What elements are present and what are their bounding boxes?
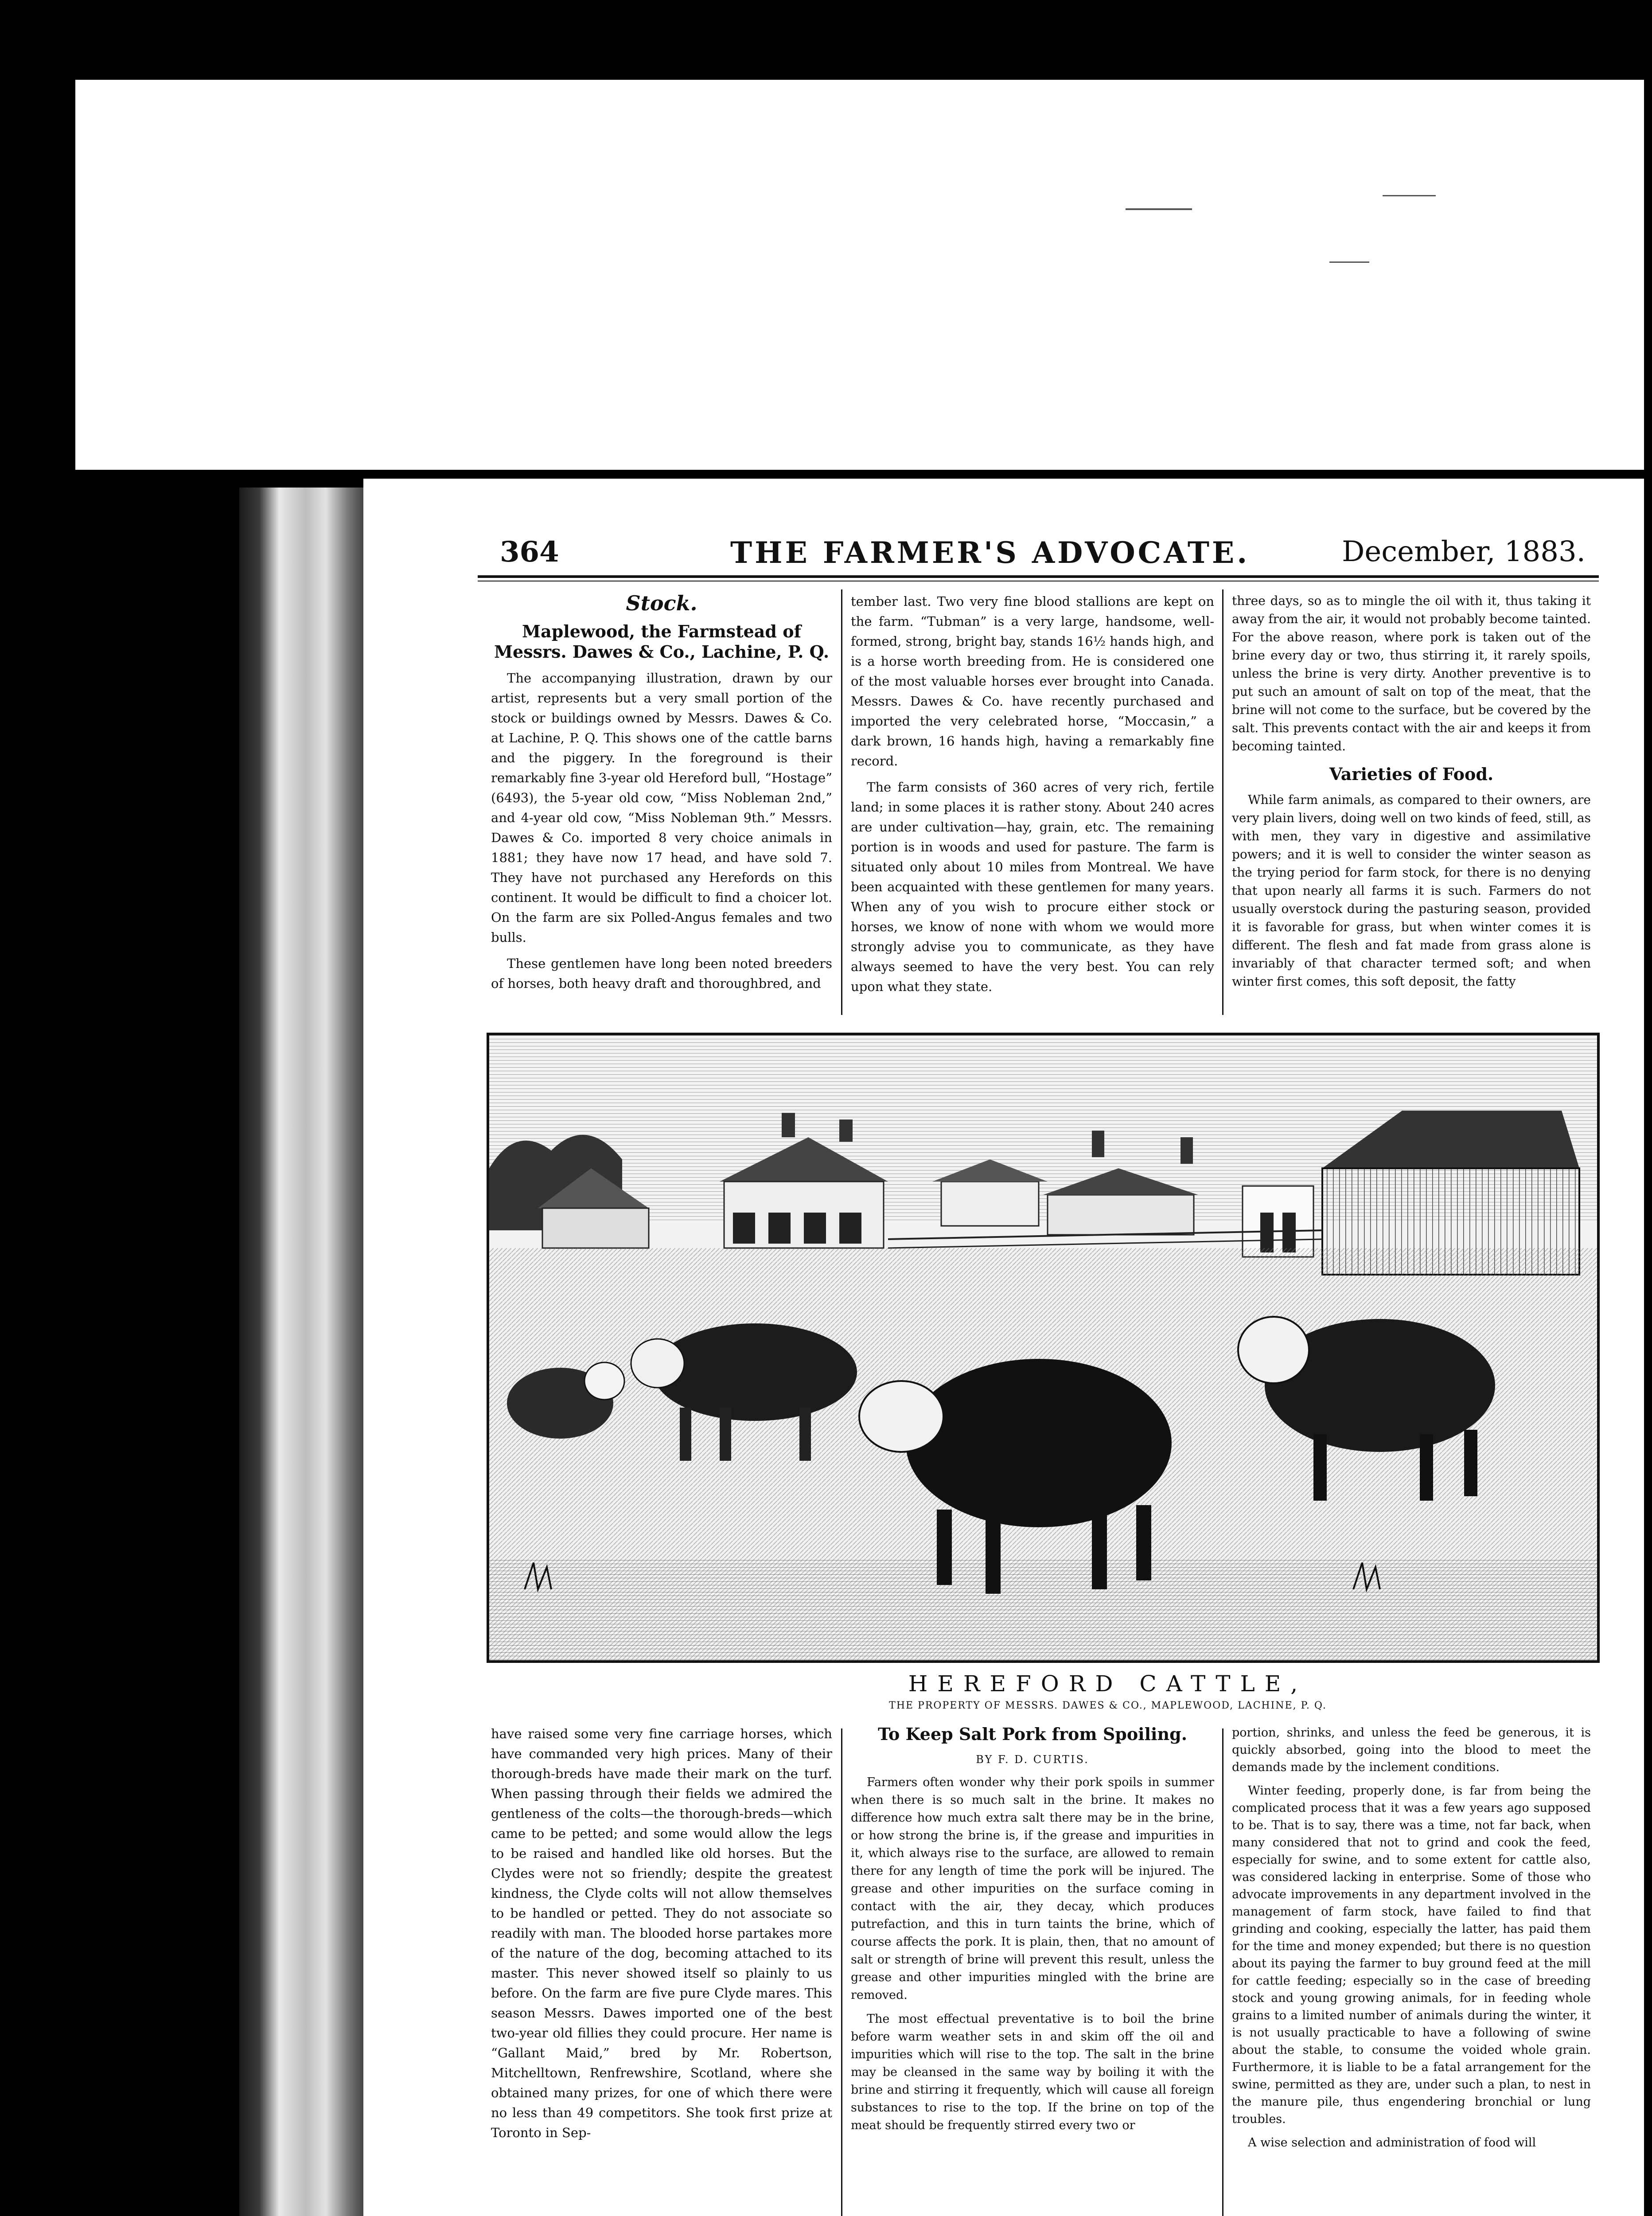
column-2	[851, 592, 1214, 1003]
column-rule	[841, 1728, 842, 2216]
issue-date: December, 1883.	[1342, 535, 1586, 568]
hereford-cattle-engraving	[487, 1033, 1600, 1663]
paragraph: portion, shrinks, and unless the feed be generous, it is quickly absorbed, going into the blood to meet the demands made by the inclement conditions.	[1232, 1726, 1591, 1774]
page-header	[500, 535, 1586, 570]
paragraph: three days, so as to mingle the oil with it, thus taking it away from the air, it would not probably become tainted. For the above reason, where pork is taken out of the brine every day or two, thus stirring it, it rarely spoils, unless the brine is very dirty. Another preventive is to put such an amount of salt on top of the meat, that the brine will not come to the surface, but be covered by the salt. This prevents contact with the air and keeps it from becoming tainted.	[1232, 593, 1591, 753]
paragraph: The accompanying illustration, drawn by our artist, represents but a very small portion of the stock or buildings owned by Messrs. Dawes & Co. at Lachine, P. Q. This shows one of the cattle barns and the piggery. In the foreground is their remarkably fine 3-year old Hereford bull, “Hostage” (6493), the 5-year old cow, “Miss Nobleman 2nd,” and 4-year old cow, “Miss Nobleman 9th.” Messrs. Dawes & Co. imported 8 very choice animals in 1881; they have now 17 head, and have sold 7. They have not purchased any Herefords on this continent. It would be difficult to find a choicer lot. On the farm are six Polled-Angus females and two bulls.	[491, 671, 832, 945]
paragraph: tember last. Two very fine blood stallions are kept on the farm. “Tubman” is a very large, handsome, well-formed, strong, bright bay, stands 16½ hands high, and is a horse worth breeding from. He is considered one of the most valuable horses ever brought into Canada. Messrs. Dawes & Co. have recently purchased and imported the very celebrated horse, “Moccasin,” a dark brown, 16 hands high, having a remarkably fine record.	[851, 594, 1214, 769]
paragraph: Farmers often wonder why their pork spoils in summer when there is so much salt in the brine. It makes no difference how much extra salt there may be in the brine, or how strong the brine is, if the grease and impurities in it, which always rise to the surface, are allowed to remain there for any length of time the pork will be injured. The grease and other impurities on the surface coming in contact with the air, they decay, which produces putrefaction, and this in turn taints the brine, which of course affects the pork. It is plain, then, that no amount of salt or strength of brine will prevent this result, unless the grease and other impurities mingled with the brine are removed.	[851, 1775, 1214, 2002]
byline: BY F. D. CURTIS.	[976, 1753, 1089, 1766]
column-rule	[841, 589, 842, 1015]
paragraph: The most effectual preventative is to boil the brine before warm weather sets in and skim off the oil and impurities which will rise to the top. The salt in the brine may be cleansed in the same way by boiling it with the brine and stirring it frequently, which will cause all foreign substances to rise to the top. If the brine on top of the meat should be frequently stirred every two or	[851, 2012, 1214, 2132]
paragraph: Winter feeding, properly done, is far from being the complicated process that it was a few years ago supposed to be. That is to say, there was a time, not far back, when many considered that not to grind and cook the feed, especially for swine, and to some extent for cattle also, was considered lacking in enterprise. Some of those who advocate improvements in any department involved in the management of farm stock, have failed to find that grinding and cooking, especially the latter, has paid them for the time and money expended; but there is no question about its paying the farmer to buy ground feed at the mill for cattle feeding; especially so in the case of breeding stock and young growing animals, for in feeding whole grains to a limited number of animals during the winter, it is not usually practicable to have a following of swine about the stable, to consume the voided whole grain. Furthermore, it is liable to be a fatal arrangement for the swine, permitted as they are, under such a plan, to nest in the manure pile, thus engendering bronchial or lung troubles.	[1232, 1784, 1591, 2126]
article-title: Maplewood, the Farmstead of Messrs. Dawes & Co., Lachine, P. Q.	[494, 621, 830, 662]
caption-title: HEREFORD CATTLE,	[908, 1671, 1308, 1697]
article-title: Varieties of Food.	[1329, 764, 1494, 784]
column-rule	[1222, 589, 1223, 1015]
illustration-caption	[620, 1671, 1595, 1711]
column-5	[851, 1724, 1214, 2141]
page-mark	[1126, 208, 1192, 210]
page-number: 364	[500, 535, 559, 569]
caption-subtitle: THE PROPERTY OF MESSRS. DAWES & CO., MAPLEWOOD, LACHINE, P. Q.	[889, 1700, 1327, 1711]
column-6	[1232, 1724, 1591, 2157]
paragraph: These gentlemen have long been noted breeders of horses, both heavy draft and thoroughbred, and	[491, 956, 832, 991]
engraving-image	[489, 1035, 1597, 1660]
column-3	[1232, 592, 1591, 997]
book-page-edges	[239, 488, 372, 2216]
paragraph: The farm consists of 360 acres of very rich, fertile land; in some places it is rather stony. About 240 acres are under cultivation—hay, grain, etc. The remaining portion is in woods and used for pasture. The farm is situated only about 10 miles from Montreal. We have been acquainted with these gentlemen for many years. When any of you wish to procure either stock or horses, we know of none with whom we would more strongly advise you to communicate, as they have always seemed to have the very best. You can rely upon what they state.	[851, 780, 1214, 994]
section-heading: Stock.	[626, 591, 697, 615]
article-title: To Keep Salt Pork from Spoiling.	[878, 1724, 1187, 1744]
paragraph: While farm animals, as compared to their owners, are very plain livers, doing well on two kinds of feed, still, as with men, they vary in digestive and assimilative powers; and it is well to consider the winter season as the trying period for farm stock, for there is no denying that upon nearly all farms it is such. Farmers do not usually overstock during the pasturing season, provided it is favorable for grass, but when winter comes it is different. The flesh and fat made from grass alone is invariably of that character termed soft; and when winter first comes, this soft deposit, the fatty	[1232, 792, 1591, 989]
column-rule	[1222, 1728, 1223, 2216]
header-rule	[478, 575, 1599, 578]
masthead-title: THE FARMER'S ADVOCATE.	[730, 535, 1250, 570]
column-1	[491, 592, 832, 1000]
paragraph: A wise selection and administration of food will	[1248, 2136, 1536, 2150]
page-mark	[1383, 195, 1436, 196]
paragraph: have raised some very fine carriage horses, which have commanded very high prices. Many of their thorough-breds have made their mark on the turf. When passing through their fields we admired the gentleness of the colts—the thorough-breds—which came to be petted; and some would allow the legs to be raised and handled like old horses. But the Clydes were not so friendly; despite the greatest kindness, the Clyde colts will not allow themselves to be handled or petted. They do not associate so readily with man. The blooded horse partakes more of the nature of the dog, becoming attached to its master. This never showed itself so plainly to us before. On the farm are five pure Clyde mares. This season Messrs. Dawes imported one of the best two-year old fillies they could procure. Her name is “Gallant Maid,” bred by Mr. Robertson, Mitchelltown, Renfrewshire, Scotland, where she obtained many prizes, for one of which there were no less than 49 competitors. She took first prize at Toronto in Sep-	[491, 1726, 832, 2140]
column-4	[491, 1724, 832, 2149]
previous-page-strip	[75, 80, 1644, 470]
page-mark	[1329, 261, 1369, 263]
